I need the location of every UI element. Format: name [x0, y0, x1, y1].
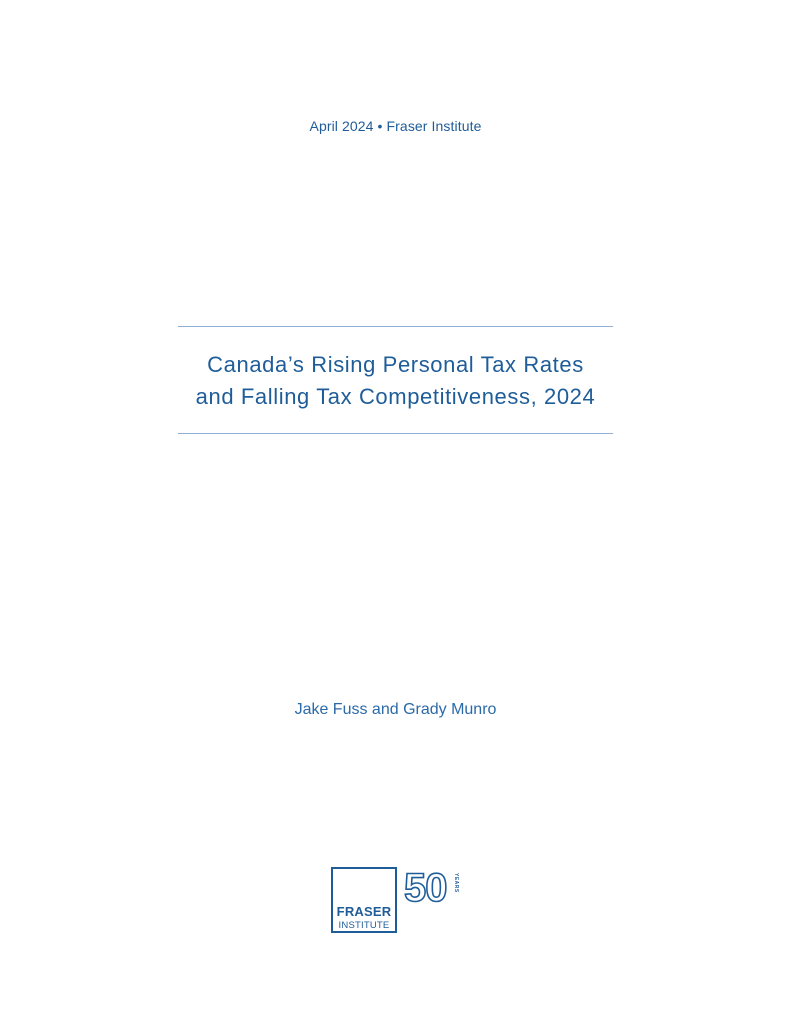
dateline: April 2024 • Fraser Institute [309, 118, 482, 134]
report-title [0, 349, 791, 413]
anniversary-50-mark [402, 865, 450, 910]
anniversary-number: 50 [404, 866, 447, 910]
logo-line-2: INSTITUTE [338, 920, 390, 931]
title-top-rule [178, 326, 613, 327]
title-line-2: and Falling Tax Competitiveness, 2024 [195, 384, 596, 409]
logo-box [331, 867, 397, 933]
title-line-1: Canada’s Rising Personal Tax Rates [207, 352, 584, 377]
anniversary-word: YEARS [453, 873, 459, 893]
logo-line-1: FRASER [336, 904, 392, 919]
anniversary-years-label [449, 871, 457, 901]
title-bottom-rule [178, 433, 613, 434]
fraser-institute-logo [330, 865, 465, 940]
authors: Jake Fuss and Grady Munro [294, 701, 497, 718]
